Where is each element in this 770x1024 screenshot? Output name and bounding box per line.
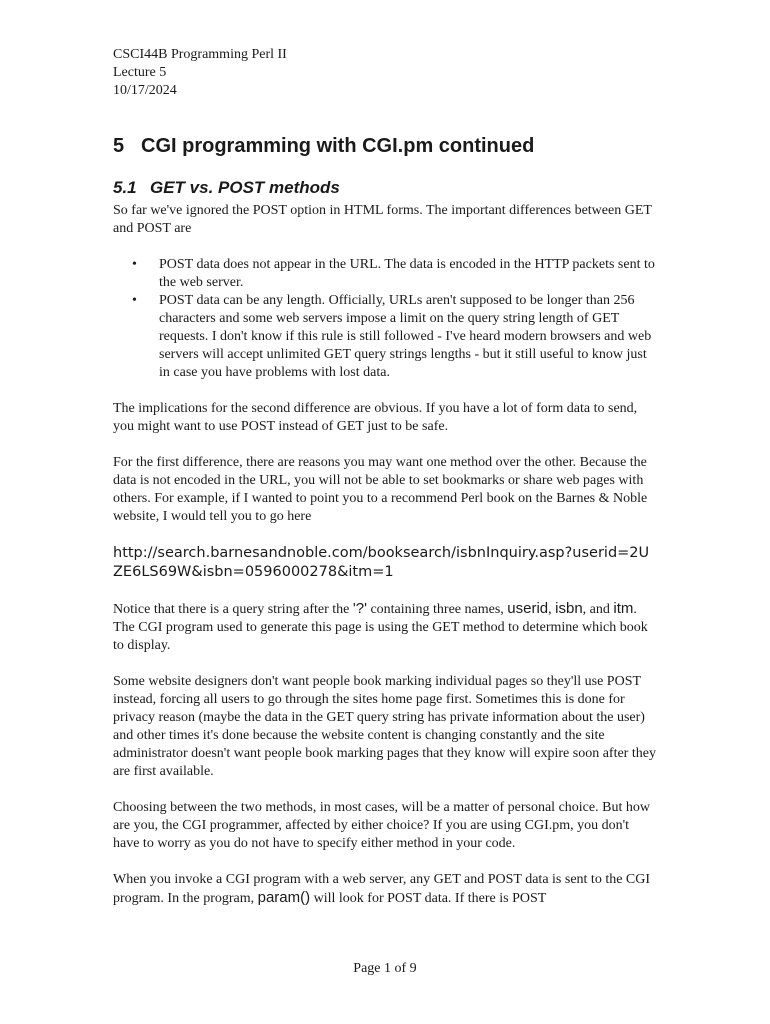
lecture-number: Lecture 5: [113, 65, 167, 80]
document-page: [113, 46, 658, 906]
notice-paragraph: [113, 600, 658, 655]
notice-text: containing three names,: [366, 602, 508, 617]
bullet-icon: •: [132, 257, 137, 272]
bullet-icon: •: [132, 293, 137, 308]
inline-code-param: param(): [257, 889, 311, 906]
lecture-date: 10/17/2024: [113, 83, 177, 98]
notice-text: Notice that there is a query string after the: [113, 602, 353, 617]
invoke-paragraph: [113, 871, 658, 908]
invoke-text: will look for POST data. If there is POST: [310, 891, 547, 906]
choosing-paragraph: Choosing between the two methods, in most cases, will be a matter of personal choice. But how are you, the CGI programmer, affected by either choice? If you are using CGI.pm, you don't have to worry as you do not have to specify either method in your code.: [113, 800, 650, 851]
document-body: [113, 202, 658, 926]
list-item-text: POST data does not appear in the URL. The data is encoded in the HTTP packets sent to the web server.: [159, 257, 655, 290]
notice-text: . The CGI program used to generate this page is using the GET method to determine which book to display.: [113, 602, 648, 653]
subsection-heading: [113, 177, 340, 199]
course-title: CSCI44B Programming Perl II: [113, 47, 287, 62]
document-header: [113, 46, 658, 100]
implications-paragraph: The implications for the second difference are obvious. If you have a lot of form data to send, you might want to use POST instead of GET just to be safe.: [113, 401, 638, 434]
inline-code-isbn: isbn: [555, 600, 583, 617]
subsection-title: GET vs. POST methods: [150, 178, 340, 197]
section-heading: [113, 133, 534, 159]
differences-list: [113, 238, 658, 382]
notice-text: ,: [548, 602, 556, 617]
inline-code-userid: userid: [507, 600, 549, 617]
list-item: [113, 256, 658, 292]
designers-paragraph: Some website designers don't want people book marking individual pages so they'll use POST instead, forcing all users to go through the sites home page first. Sometimes this is done for privacy reason (maybe the data in the GET query string has private information about the user) and other times it's done because the website content is changing constantly and the site administrator doesn't want people book marking pages that they know will expire soon after they are first available.: [113, 674, 656, 779]
list-item-text: POST data can be any length. Officially, URLs aren't supposed to be longer than 256 characters and some web servers impose a limit on the query string length of GET requests. I don't know if this rule is still followed - I've heard modern browsers and web servers will accept unlimited GET query strings lengths - but it still useful to know just in case you have problems with lost data.: [159, 293, 652, 380]
first-difference-paragraph: For the first difference, there are reasons you may want one method over the other. Because the data is not encoded in the URL, you will not be able to set bookmarks or share web pages with others. For example, if I wanted to point you to a recommend Perl book on the Barnes & Noble website, I would tell you to go here: [113, 455, 648, 524]
inline-code-question-mark: '?': [352, 600, 367, 617]
list-item: [113, 292, 658, 382]
notice-text: , and: [582, 602, 614, 617]
section-title: CGI programming with CGI.pm continued: [141, 135, 535, 157]
invoke-text: When you invoke a CGI program with a web server, any GET and POST data is sent to the CGI program. In the program,: [113, 872, 651, 906]
subsection-number: 5.1: [113, 178, 137, 197]
example-url: http://search.barnesandnoble.com/booksearch/isbnInquiry.asp?userid=2UZE6LS69W&isbn=0596000278&itm=1: [113, 545, 650, 580]
intro-paragraph: So far we've ignored the POST option in HTML forms. The important differences between GET and POST are: [113, 203, 652, 236]
section-number: 5: [113, 135, 125, 157]
page-number-footer: Page 1 of 9: [353, 961, 417, 976]
inline-code-itm: itm: [613, 600, 634, 617]
